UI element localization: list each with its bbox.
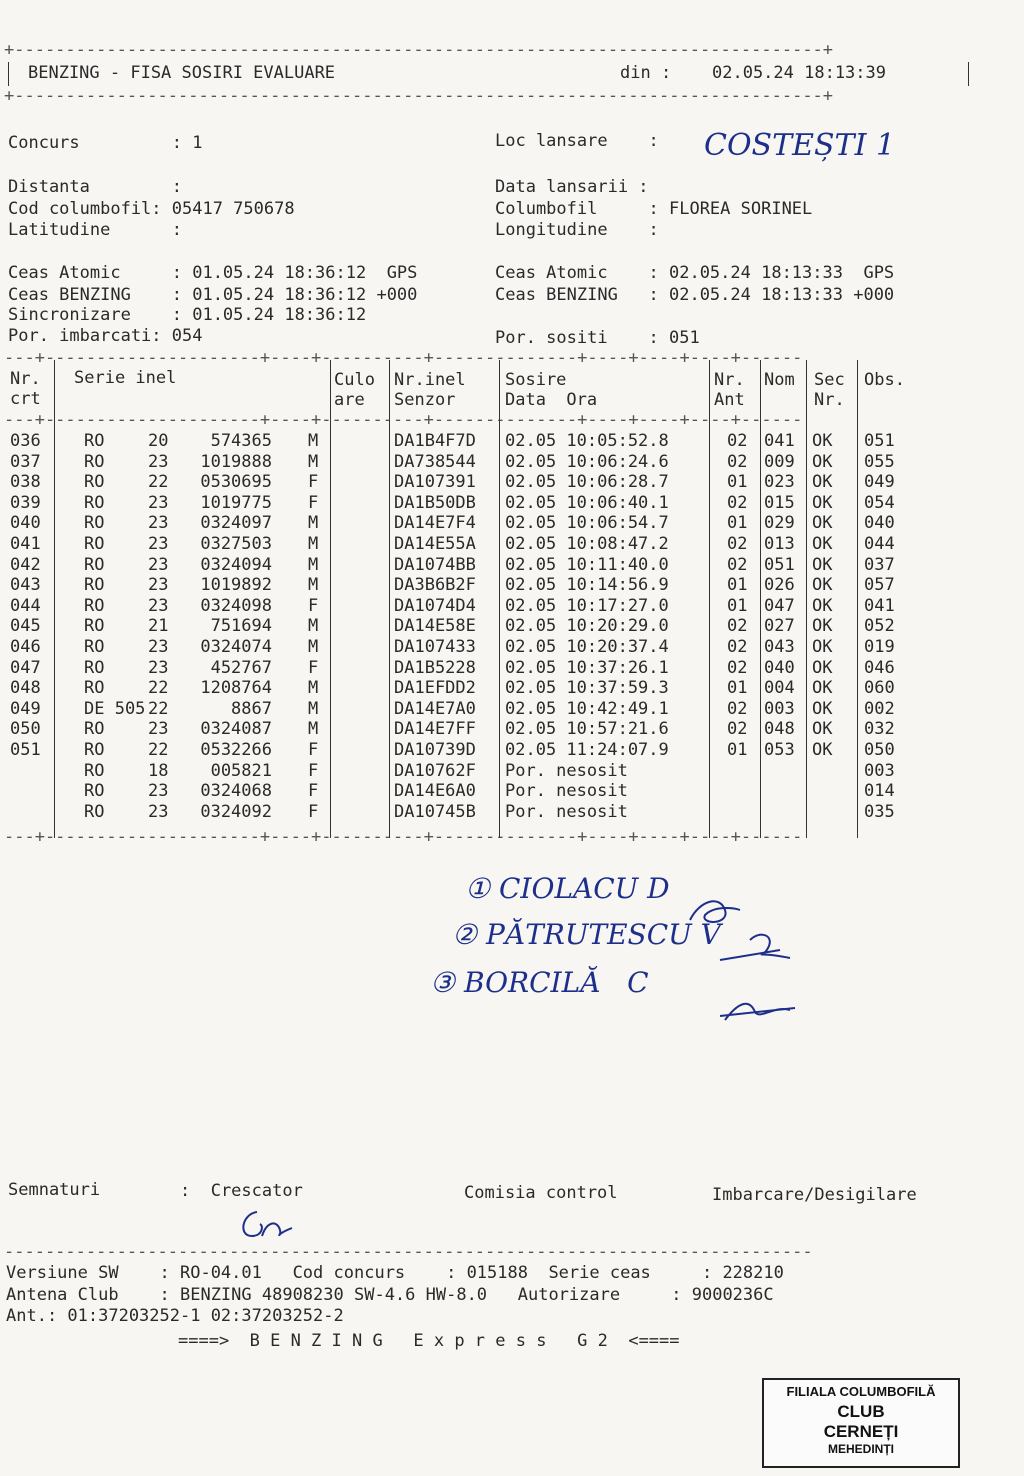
table-row (0, 555, 960, 576)
row-country: RO (84, 513, 105, 534)
row-sec: OK (812, 637, 833, 657)
row-country: RO (84, 554, 105, 575)
row-ring-serial: 0327503 (200, 534, 272, 554)
th-sec-nr: Nr. (814, 390, 845, 410)
table-row (0, 781, 960, 802)
row-nr: 050 (10, 719, 41, 740)
row-ring-serial: 005821 (210, 760, 272, 781)
row-nom: 026 (764, 575, 795, 596)
row-ring-serial: 0324098 (200, 595, 272, 616)
row-nr: 049 (10, 698, 41, 719)
row-arrival: 02.05 10:20:37.4 (505, 637, 669, 657)
row-year: 21 (148, 616, 169, 637)
row-sex: M (308, 678, 319, 699)
info-por-imbarcati: Por. imbarcati: 054 (8, 326, 203, 346)
row-obs: 035 (864, 801, 895, 822)
row-arrival: Por. nesosit (505, 801, 628, 822)
row-sex: M (308, 719, 319, 740)
row-sensor: DA14E7FF (394, 719, 476, 740)
row-sex: M (308, 698, 319, 719)
table-border-top: ---+---------------------+----+----------+--------------+----+----+----+------ (4, 348, 803, 368)
row-nr: 037 (10, 451, 41, 472)
row-sensor: DA738544 (394, 451, 476, 472)
row-country: RO (84, 760, 105, 781)
row-country: RO (84, 657, 105, 678)
table-row (0, 802, 960, 823)
footer-line-3: Ant.: 01:37203252-1 02:37203252-2 (6, 1306, 344, 1326)
row-arrival: Por. nesosit (505, 781, 628, 802)
row-nr: 036 (10, 431, 41, 451)
footer-separator: ------------------------------------------------------------------------------- (4, 1242, 813, 1262)
handwritten-signature-marks (680, 880, 810, 1030)
row-nom: 029 (764, 513, 795, 534)
row-nom: 004 (764, 678, 795, 699)
row-antenna: 01 (727, 575, 748, 596)
row-sec: OK (812, 534, 833, 554)
th-culo: Culo (334, 370, 375, 390)
th-ant: Ant (714, 390, 745, 410)
row-sex: F (308, 492, 319, 513)
th-nr-inel: Nr.inel (394, 370, 466, 390)
row-sex: F (308, 472, 319, 493)
row-country: DE 505 (84, 698, 146, 719)
row-year: 22 (148, 678, 169, 699)
table-border-bottom: ---+---------------------+----+----------+--------------+----+----+----+------ (4, 827, 803, 847)
row-arrival: 02.05 10:37:59.3 (505, 678, 669, 699)
table-row (0, 534, 960, 555)
row-sec: OK (812, 698, 833, 719)
row-sec: OK (812, 451, 833, 472)
table-row (0, 658, 960, 679)
row-country: RO (84, 431, 105, 451)
info-sincronizare: Sincronizare : 01.05.24 18:36:12 (8, 305, 367, 325)
row-country: RO (84, 740, 105, 760)
row-year: 23 (148, 657, 169, 678)
row-country: RO (84, 575, 105, 596)
info-latitudine: Latitudine : (8, 220, 182, 240)
info-ceas-benzing-1: Ceas BENZING : 01.05.24 18:36:12 +000 (8, 285, 418, 305)
row-arrival: 02.05 10:06:28.7 (505, 472, 669, 493)
row-obs: 019 (864, 637, 895, 657)
row-ring-serial: 1019888 (200, 451, 272, 472)
row-nom: 043 (764, 637, 795, 657)
row-year: 23 (148, 637, 169, 657)
row-arrival: 02.05 10:20:29.0 (505, 616, 669, 637)
row-sensor: DA1B5228 (394, 657, 476, 678)
row-obs: 055 (864, 451, 895, 472)
row-sex: F (308, 781, 319, 802)
row-year: 23 (148, 801, 169, 822)
row-sex: M (308, 575, 319, 596)
row-obs: 046 (864, 657, 895, 678)
row-country: RO (84, 637, 105, 657)
row-nom: 015 (764, 492, 795, 513)
th-nr-ant: Nr. (714, 370, 745, 390)
th-data-ora: Data Ora (505, 390, 598, 410)
row-ring-serial: 0324097 (200, 513, 272, 534)
row-nom: 027 (764, 616, 795, 637)
crescator-signature (232, 1206, 302, 1246)
row-ring-serial: 0530695 (200, 472, 272, 493)
row-sec: OK (812, 492, 833, 513)
table-row (0, 740, 960, 761)
row-nr: 038 (10, 472, 41, 493)
th-are: are (334, 390, 365, 410)
table-row (0, 637, 960, 658)
row-antenna: 02 (727, 451, 748, 472)
handwritten-loc-lansare: COSTEȘTI 1 (704, 128, 896, 163)
row-sensor: DA14E58E (394, 616, 476, 637)
row-sensor: DA14E55A (394, 534, 476, 554)
row-sex: F (308, 740, 319, 760)
row-sex: M (308, 451, 319, 472)
row-year: 20 (148, 431, 169, 451)
row-ring-serial: 0324094 (200, 554, 272, 575)
row-country: RO (84, 595, 105, 616)
row-nr: 040 (10, 513, 41, 534)
row-sex: F (308, 657, 319, 678)
row-obs: 037 (864, 554, 895, 575)
signature-comisia-label: Comisia control (464, 1183, 618, 1203)
row-year: 22 (148, 472, 169, 493)
row-sex: M (308, 513, 319, 534)
info-longitudine: Longitudine : (495, 220, 659, 240)
row-arrival: 02.05 10:57:21.6 (505, 719, 669, 740)
th-sec: Sec (814, 370, 845, 390)
table-row (0, 761, 960, 782)
row-sec: OK (812, 595, 833, 616)
row-arrival: 02.05 10:11:40.0 (505, 554, 669, 575)
row-year: 23 (148, 554, 169, 575)
row-nom: 048 (764, 719, 795, 740)
row-sec: OK (812, 719, 833, 740)
header-border-top: +-------------------------------------------------------------------------------+ (4, 40, 834, 60)
info-por-sositi: Por. sositi : 051 (495, 328, 700, 348)
row-arrival: 02.05 10:06:40.1 (505, 492, 669, 513)
header-right-bar (968, 62, 969, 86)
row-obs: 041 (864, 595, 895, 616)
info-ceas-atomic-1: Ceas Atomic : 01.05.24 18:36:12 GPS (8, 263, 418, 283)
row-ring-serial: 751694 (210, 616, 272, 637)
row-nr: 043 (10, 575, 41, 596)
th-nr: Nr. (10, 369, 41, 389)
row-country: RO (84, 801, 105, 822)
row-sensor: DA14E7A0 (394, 698, 476, 719)
row-ring-serial: 452767 (210, 657, 272, 678)
info-loc-lansare: Loc lansare : (495, 131, 659, 151)
row-nr: 042 (10, 554, 41, 575)
table-header-separator: ---+---------------------+----+----------+--------------+----+----+----+------ (4, 410, 803, 430)
row-arrival: Por. nesosit (505, 760, 628, 781)
info-concurs: Concurs : 1 (8, 133, 203, 153)
row-country: RO (84, 472, 105, 493)
stamp-line-2: CLUB (837, 1402, 885, 1421)
table-row (0, 699, 960, 720)
row-year: 23 (148, 719, 169, 740)
row-sex: M (308, 554, 319, 575)
row-sensor: DA1B50DB (394, 492, 476, 513)
row-nr: 044 (10, 595, 41, 616)
row-sensor: DA107391 (394, 472, 476, 493)
row-country: RO (84, 781, 105, 802)
row-year: 23 (148, 534, 169, 554)
table-row (0, 719, 960, 740)
row-nr: 047 (10, 657, 41, 678)
row-obs: 032 (864, 719, 895, 740)
row-country: RO (84, 616, 105, 637)
signature-crescator-label: : Crescator (180, 1181, 303, 1201)
row-nom: 047 (764, 595, 795, 616)
row-obs: 052 (864, 616, 895, 637)
row-sensor: DA1074BB (394, 554, 476, 575)
row-obs: 040 (864, 513, 895, 534)
row-sensor: DA14E7F4 (394, 513, 476, 534)
th-obs: Obs. (864, 370, 905, 390)
table-row (0, 678, 960, 699)
row-year: 22 (148, 698, 169, 719)
row-nr: 048 (10, 678, 41, 699)
document-title: BENZING - FISA SOSIRI EVALUARE (28, 63, 336, 83)
row-nr: 039 (10, 492, 41, 513)
row-sensor: DA3B6B2F (394, 575, 476, 596)
stamp-line-4: MEHEDINȚI (828, 1442, 894, 1456)
row-arrival: 02.05 10:06:54.7 (505, 513, 669, 534)
row-sec: OK (812, 657, 833, 678)
row-antenna: 01 (727, 595, 748, 616)
row-country: RO (84, 451, 105, 472)
row-year: 23 (148, 513, 169, 534)
row-nom: 041 (764, 431, 795, 451)
row-sensor: DA14E6A0 (394, 781, 476, 802)
row-sec: OK (812, 513, 833, 534)
row-year: 23 (148, 492, 169, 513)
table-row (0, 575, 960, 596)
row-antenna: 01 (727, 472, 748, 493)
row-nom: 051 (764, 554, 795, 575)
row-obs: 044 (864, 534, 895, 554)
row-obs: 054 (864, 492, 895, 513)
row-arrival: 02.05 10:06:24.6 (505, 451, 669, 472)
th-crt: crt (10, 389, 41, 409)
row-sensor: DA10739D (394, 740, 476, 760)
row-antenna: 02 (727, 719, 748, 740)
row-year: 23 (148, 575, 169, 596)
row-sec: OK (812, 616, 833, 637)
row-nr: 046 (10, 637, 41, 657)
row-year: 23 (148, 781, 169, 802)
row-antenna: 02 (727, 492, 748, 513)
row-arrival: 02.05 10:17:27.0 (505, 595, 669, 616)
row-arrival: 02.05 10:37:26.1 (505, 657, 669, 678)
header-date: 02.05.24 18:13:39 (712, 63, 886, 83)
row-obs: 049 (864, 472, 895, 493)
row-year: 23 (148, 595, 169, 616)
row-obs: 002 (864, 698, 895, 719)
row-sex: F (308, 801, 319, 822)
row-arrival: 02.05 11:24:07.9 (505, 740, 669, 760)
th-serie-inel: Serie inel (74, 368, 177, 388)
row-sex: M (308, 637, 319, 657)
row-arrival: 02.05 10:14:56.9 (505, 575, 669, 596)
row-ring-serial: 8867 (231, 698, 272, 719)
handwritten-note-3: ③ BORCILĂ C (430, 966, 649, 999)
handwritten-note-2: ② PĂTRUTESCU V (452, 918, 721, 951)
row-obs: 051 (864, 431, 895, 451)
stamp-line-1: FILIALA COLUMBOFILĂ (786, 1384, 936, 1399)
row-antenna: 02 (727, 431, 748, 451)
row-country: RO (84, 678, 105, 699)
row-ring-serial: 1208764 (200, 678, 272, 699)
table-row (0, 452, 960, 473)
row-obs: 060 (864, 678, 895, 699)
row-obs: 003 (864, 760, 895, 781)
header-din-label: din : (620, 63, 672, 83)
row-sex: M (308, 431, 319, 451)
info-ceas-atomic-2: Ceas Atomic : 02.05.24 18:13:33 GPS (495, 263, 895, 283)
row-nom: 023 (764, 472, 795, 493)
row-sensor: DA1B4F7D (394, 431, 476, 451)
row-sec: OK (812, 740, 833, 760)
club-stamp (762, 1378, 960, 1468)
row-antenna: 02 (727, 657, 748, 678)
row-antenna: 01 (727, 513, 748, 534)
row-country: RO (84, 534, 105, 554)
th-nom: Nom (764, 370, 795, 390)
row-antenna: 02 (727, 616, 748, 637)
row-sex: F (308, 595, 319, 616)
info-distanta: Distanta : (8, 177, 182, 197)
row-sec: OK (812, 472, 833, 493)
row-obs: 014 (864, 781, 895, 802)
row-ring-serial: 0324092 (200, 801, 272, 822)
row-obs: 057 (864, 575, 895, 596)
row-ring-serial: 1019775 (200, 492, 272, 513)
footer-brand: ====> B E N Z I N G E x p r e s s G 2 <==== (178, 1331, 680, 1351)
row-year: 22 (148, 740, 169, 760)
row-country: RO (84, 719, 105, 740)
row-ring-serial: 0324068 (200, 781, 272, 802)
row-antenna: 02 (727, 637, 748, 657)
row-ring-serial: 1019892 (200, 575, 272, 596)
info-data-lansarii: Data lansarii : (495, 177, 649, 197)
row-sec: OK (812, 554, 833, 575)
row-sensor: DA1074D4 (394, 595, 476, 616)
table-row (0, 596, 960, 617)
row-antenna: 02 (727, 698, 748, 719)
row-country: RO (84, 492, 105, 513)
row-ring-serial: 0324074 (200, 637, 272, 657)
row-antenna: 02 (727, 534, 748, 554)
handwritten-note-1: ① CIOLACU D (465, 872, 670, 905)
row-year: 18 (148, 760, 169, 781)
row-nr: 045 (10, 616, 41, 637)
row-arrival: 02.05 10:08:47.2 (505, 534, 669, 554)
row-year: 23 (148, 451, 169, 472)
header-border-bottom: +-------------------------------------------------------------------------------+ (4, 86, 834, 106)
row-sensor: DA107433 (394, 637, 476, 657)
table-row (0, 472, 960, 493)
table-row (0, 493, 960, 514)
signatures-label: Semnaturi (8, 1180, 101, 1200)
table-row (0, 513, 960, 534)
signature-imbarcare-label: Imbarcare/Desigilare (712, 1185, 917, 1205)
stamp-line-3: CERNEȚI (823, 1422, 899, 1441)
row-sex: F (308, 760, 319, 781)
row-arrival: 02.05 10:42:49.1 (505, 698, 669, 719)
table-row (0, 616, 960, 637)
footer-line-1: Versiune SW : RO-04.01 Cod concurs : 015188 Serie ceas : 228210 (6, 1263, 784, 1283)
info-cod-columbofil: Cod columbofil: 05417 750678 (8, 199, 295, 219)
row-nr: 051 (10, 740, 41, 760)
row-arrival: 02.05 10:05:52.8 (505, 431, 669, 451)
row-ring-serial: 0532266 (200, 740, 272, 760)
row-ring-serial: 574365 (210, 431, 272, 451)
row-sex: M (308, 534, 319, 554)
row-nr: 041 (10, 534, 41, 554)
row-nom: 013 (764, 534, 795, 554)
row-sex: M (308, 616, 319, 637)
row-antenna: 01 (727, 678, 748, 699)
row-sec: OK (812, 678, 833, 699)
row-antenna: 02 (727, 554, 748, 575)
table-row (0, 431, 960, 452)
info-columbofil: Columbofil : FLOREA SORINEL (495, 199, 813, 219)
row-ring-serial: 0324087 (200, 719, 272, 740)
row-sensor: DA1EFDD2 (394, 678, 476, 699)
header-left-bar (8, 62, 9, 86)
row-sec: OK (812, 431, 833, 451)
row-sec: OK (812, 575, 833, 596)
info-ceas-benzing-2: Ceas BENZING : 02.05.24 18:13:33 +000 (495, 285, 895, 305)
row-antenna: 01 (727, 740, 748, 760)
th-sosire: Sosire (505, 370, 567, 390)
row-nom: 040 (764, 657, 795, 678)
row-nom: 003 (764, 698, 795, 719)
row-obs: 050 (864, 740, 895, 760)
row-nom: 009 (764, 451, 795, 472)
row-sensor: DA10762F (394, 760, 476, 781)
th-senzor: Senzor (394, 390, 456, 410)
row-nom: 053 (764, 740, 795, 760)
footer-line-2: Antena Club : BENZING 48908230 SW-4.6 HW-8.0 Autorizare : 9000236C (6, 1285, 774, 1305)
row-sensor: DA10745B (394, 801, 476, 822)
